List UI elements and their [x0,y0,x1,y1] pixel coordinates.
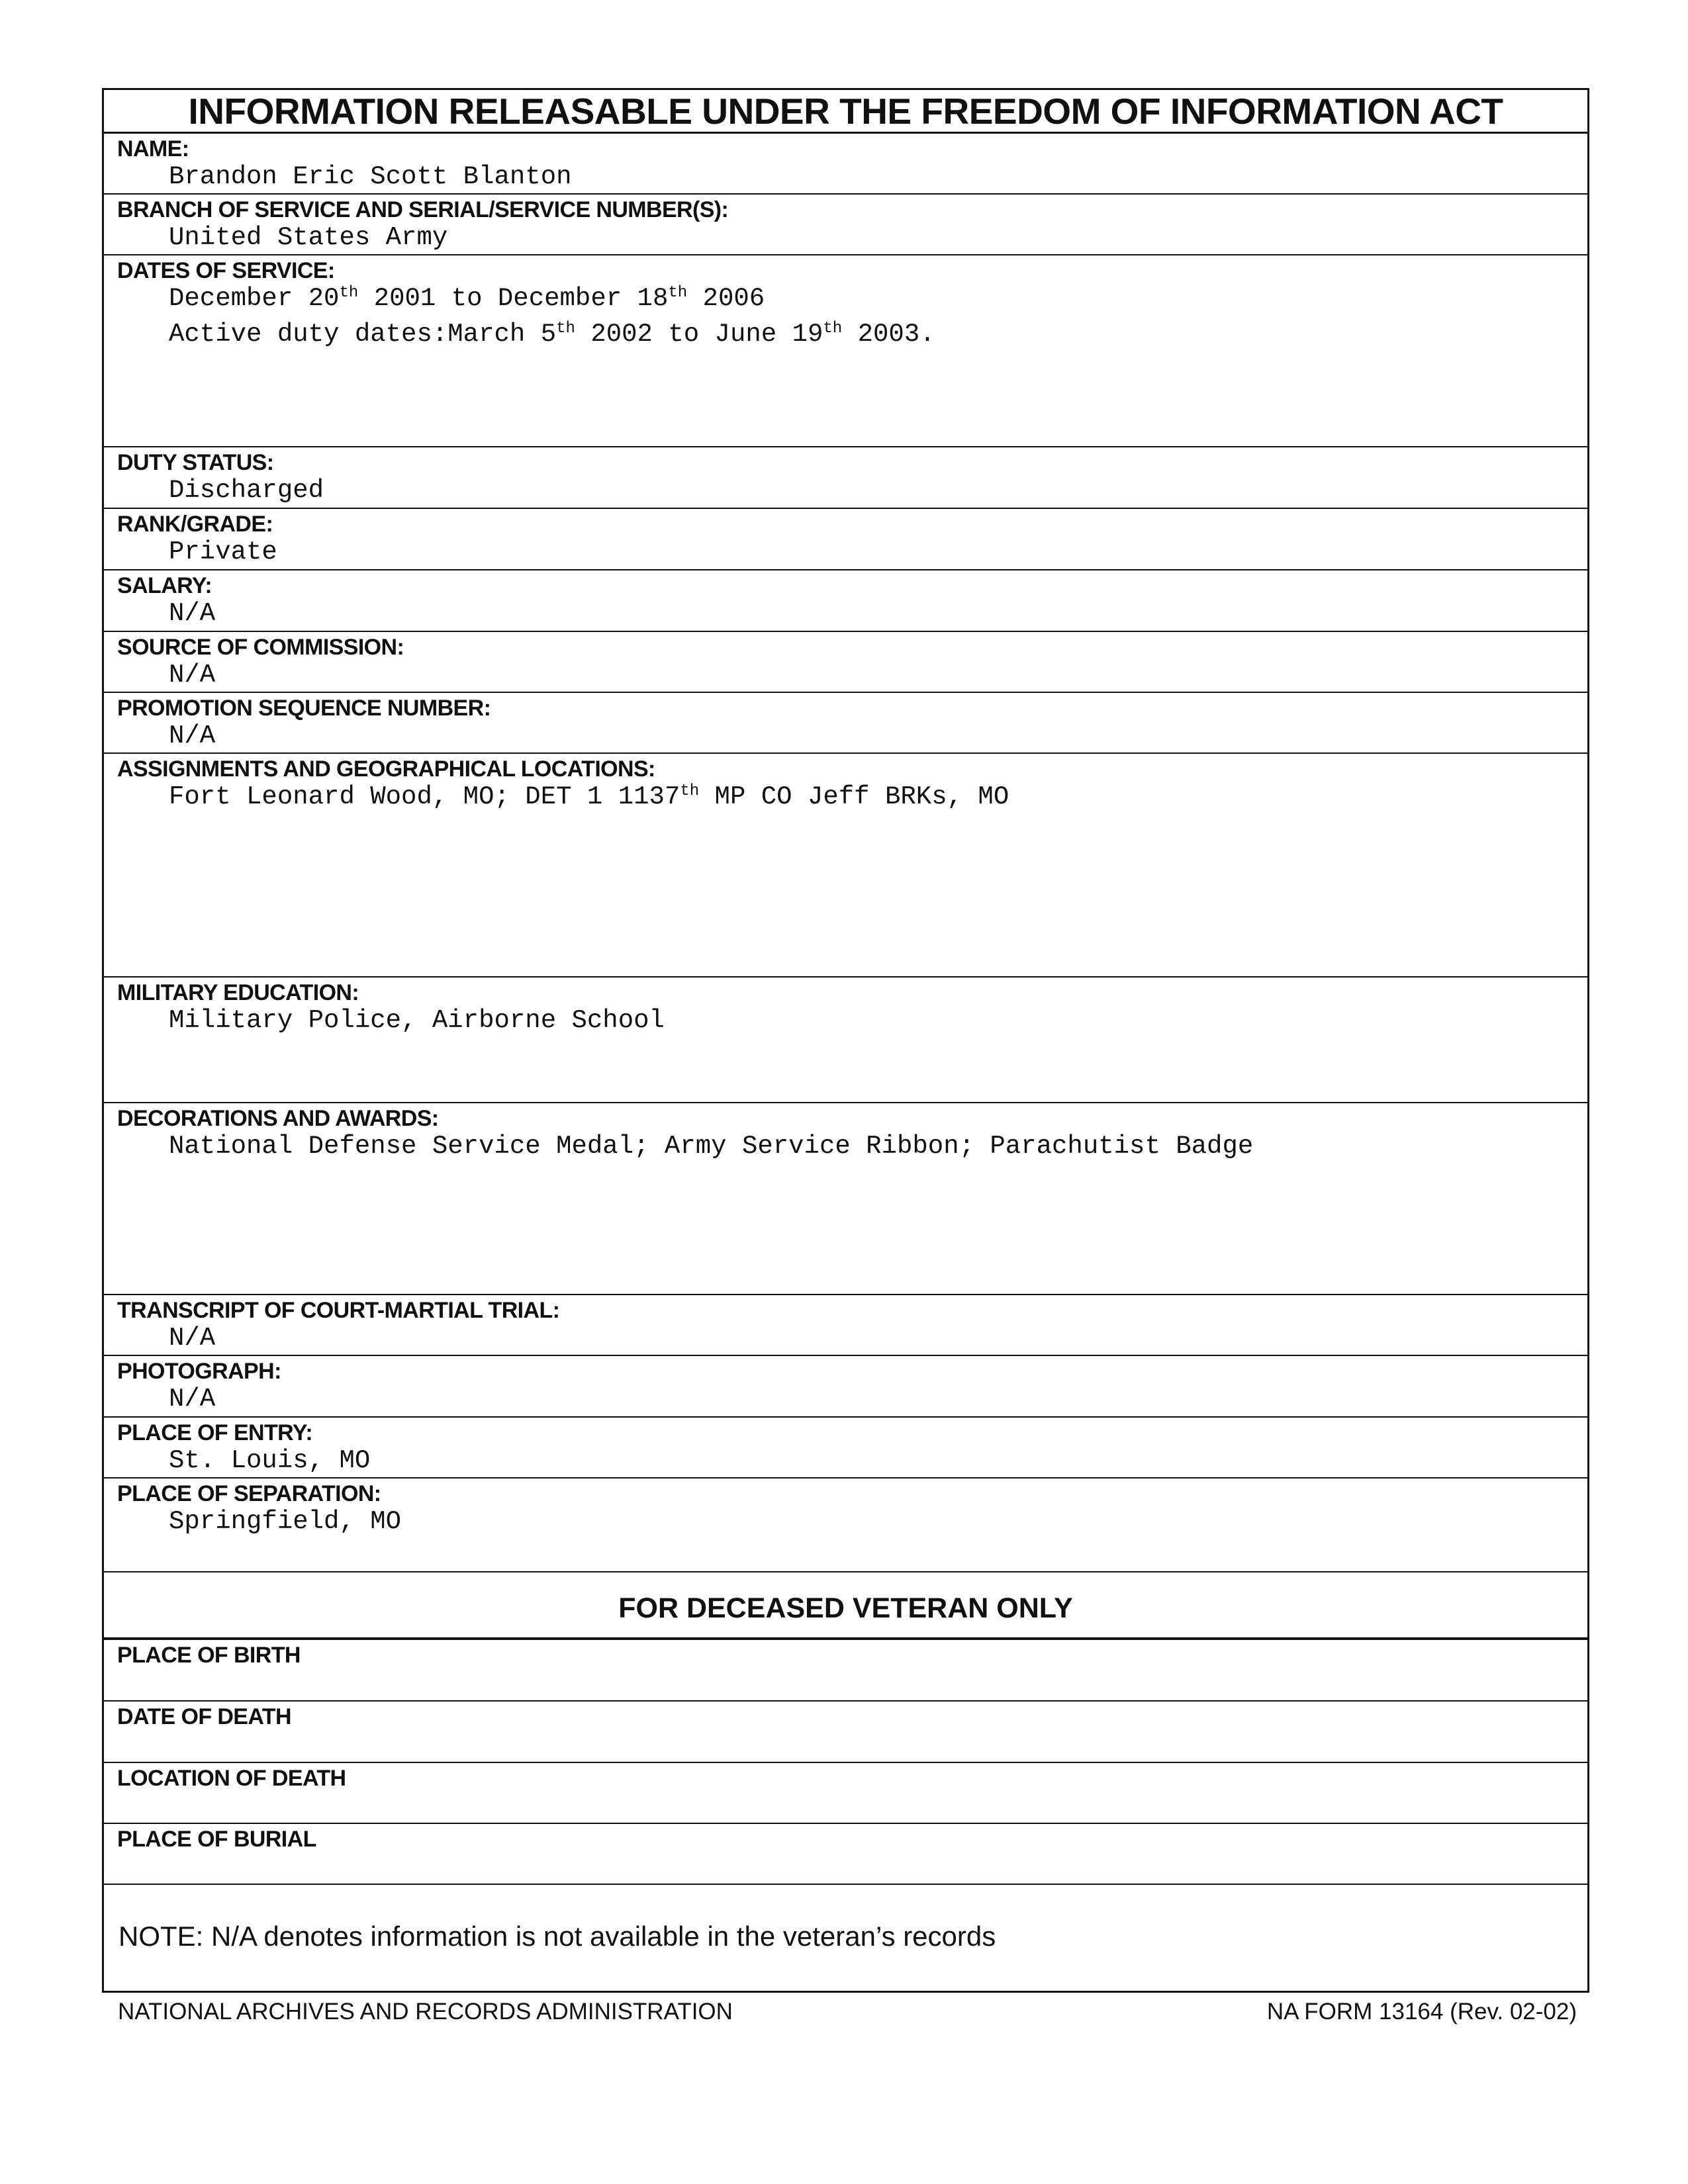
salary-label: SALARY: [117,573,212,598]
dates-l2-b: 2002 to June 19 [575,320,823,349]
entry-label: PLACE OF ENTRY: [117,1420,313,1445]
commission-label: SOURCE OF COMMISSION: [117,635,404,660]
entry-row [104,1418,1587,1479]
death-location-row [104,1763,1587,1824]
court-martial-label: TRANSCRIPT OF COURT-MARTIAL TRIAL: [117,1298,560,1323]
education-value: Military Police, Airborne School [169,1006,665,1035]
name-row [104,134,1587,195]
promotion-value: N/A [169,721,216,751]
form-title: INFORMATION RELEASABLE UNDER THE FREEDOM OF INFORMATION ACT [104,90,1587,134]
assignments-label: ASSIGNMENTS AND GEOGRAPHICAL LOCATIONS: [117,756,655,782]
commission-value: N/A [169,660,216,690]
assignments-a: Fort Leonard Wood, MO; DET 1 1137 [169,782,680,811]
death-date-label: DATE OF DEATH [117,1704,291,1729]
education-row [104,978,1587,1103]
education-label: MILITARY EDUCATION: [117,980,359,1005]
deceased-heading: FOR DECEASED VETERAN ONLY [104,1571,1587,1640]
birth-label: PLACE OF BIRTH [117,1643,301,1668]
dates-l1-a: December 20 [169,284,340,313]
photograph-row [104,1356,1587,1418]
rank-row [104,509,1587,570]
branch-label: BRANCH OF SERVICE AND SERIAL/SERVICE NUMBER(S): [117,197,729,222]
note-text: NOTE: N/A denotes information is not available in the veteran’s records [118,1921,996,1952]
assignments-value [169,779,1009,815]
promotion-label: PROMOTION SEQUENCE NUMBER: [117,696,491,721]
dates-l2-c: 2003. [842,320,935,349]
burial-label: PLACE OF BURIAL [117,1827,316,1852]
dates-row [104,255,1587,447]
duty-status-label: DUTY STATUS: [117,450,274,475]
name-label: NAME: [117,136,189,161]
assignments-a-sup: th [680,782,700,800]
photograph-value: N/A [169,1385,216,1414]
duty-status-row [104,447,1587,509]
branch-value: United States Army [169,223,448,252]
burial-row [104,1824,1587,1885]
rank-label: RANK/GRADE: [117,512,273,537]
court-martial-value: N/A [169,1324,216,1353]
awards-label: DECORATIONS AND AWARDS: [117,1106,439,1131]
footer-form-number: NA FORM 13164 (Rev. 02-02) [1266,1999,1577,2025]
separation-value: Springfield, MO [169,1507,402,1536]
assignments-row [104,754,1587,978]
rank-value: Private [169,537,277,567]
photograph-label: PHOTOGRAPH: [117,1359,281,1384]
assignments-b: MP CO Jeff BRKs, MO [699,782,1009,811]
separation-row [104,1479,1587,1571]
commission-row [104,632,1587,693]
court-martial-row [104,1295,1587,1356]
promotion-row [104,693,1587,754]
birth-row [104,1640,1587,1702]
dates-l1-b-sup: th [668,284,688,302]
duty-status-value: Discharged [169,476,324,505]
death-date-row [104,1702,1587,1763]
dates-l2-a-sup: th [556,320,575,338]
foia-form [102,88,1589,1993]
dates-l1-a-sup: th [339,284,359,302]
death-location-label: LOCATION OF DEATH [117,1766,346,1791]
entry-value: St. Louis, MO [169,1446,371,1475]
salary-value: N/A [169,599,216,628]
dates-value [169,281,935,352]
note-row [104,1885,1587,1991]
dates-l2-a: Active duty dates:March 5 [169,320,557,349]
dates-l2-b-sup: th [823,320,843,338]
dates-l1-c: 2006 [687,284,765,313]
separation-label: PLACE OF SEPARATION: [117,1481,381,1506]
dates-label: DATES OF SERVICE: [117,258,335,283]
dates-l1-b: 2001 to December 18 [358,284,669,313]
footer-agency: NATIONAL ARCHIVES AND RECORDS ADMINISTRATION [118,1999,733,2025]
awards-row [104,1103,1587,1295]
branch-row [104,195,1587,255]
name-value: Brandon Eric Scott Blanton [169,162,572,191]
awards-value: National Defense Service Medal; Army Service Ribbon; Parachutist Badge [169,1132,1254,1161]
salary-row [104,570,1587,632]
